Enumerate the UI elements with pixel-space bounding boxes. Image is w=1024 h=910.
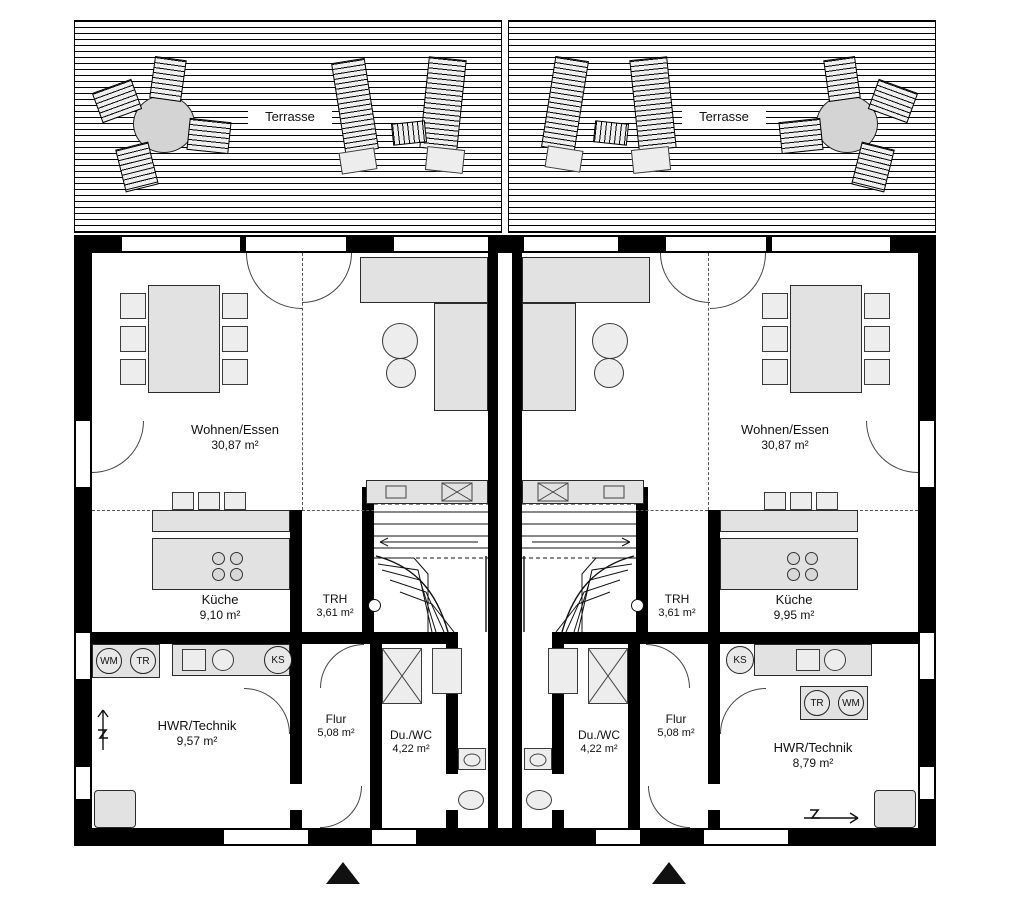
door-flur-right-1[interactable]: [646, 644, 690, 688]
terrace-right-label: Terrasse: [699, 109, 749, 124]
wall-bottom-left-a: [74, 828, 224, 846]
hob-left-4: [230, 568, 243, 581]
door-side-left[interactable]: [92, 421, 144, 473]
wall-left-c: [74, 679, 92, 767]
terrace-sidetable-left: [391, 120, 427, 145]
wall-right-window-3: [918, 767, 936, 799]
terrace-left-label: Terrasse: [265, 109, 315, 124]
wall-right-window-1: [918, 421, 936, 487]
wall-r-stair-bottom: [552, 632, 636, 644]
room-label-hwr-right: [728, 740, 898, 771]
terrace-chair-right-3: [778, 118, 823, 154]
dining-chair-right-5: [864, 326, 890, 352]
kitchen-upper-right-b: [790, 492, 812, 510]
appliance-ks-right[interactable]: KS: [726, 646, 754, 674]
wall-top-left-opening: [246, 235, 346, 253]
wc-cabinet-left: [432, 648, 462, 694]
shower-right: [588, 648, 628, 704]
dining-chair-left-3: [120, 359, 146, 385]
room-area: 30,87 m²: [211, 438, 259, 453]
wall-bottom-right-b: [640, 828, 704, 846]
washbasin-left: [458, 748, 486, 770]
hob-right-3: [787, 568, 800, 581]
room-label-hwr-left: [112, 718, 282, 749]
room-area: 9,10 m²: [199, 608, 241, 623]
room-area: 9,95 m²: [773, 608, 815, 623]
room-label-wohnen-essen-left: [146, 422, 324, 453]
dining-chair-right-2: [762, 326, 788, 352]
dining-chair-right-6: [864, 359, 890, 385]
room-name: Flur: [325, 712, 347, 726]
terrace-sidetable-right: [593, 120, 629, 145]
room-label-trh-left: [300, 592, 370, 621]
room-area: 4,22 m²: [392, 743, 430, 755]
wall-left-window-1: [74, 421, 92, 487]
room-label-trh-right: [642, 592, 712, 621]
room-label-flur-right: [642, 712, 710, 741]
wall-right-a: [918, 235, 936, 421]
room-area: 30,87 m²: [761, 438, 809, 453]
room-name: Küche: [775, 592, 813, 607]
door-terrace-right-2[interactable]: [660, 253, 710, 303]
wall-r-hwr-left-b: [708, 810, 720, 828]
hob-left-3: [212, 568, 225, 581]
dining-table-left: [148, 285, 220, 393]
dining-chair-right-1: [762, 293, 788, 319]
coffee-table-left-2: [386, 358, 416, 388]
kitchen-upper-right-c: [816, 492, 838, 510]
coffee-table-right-2: [594, 358, 624, 388]
room-name: HWR/Technik: [157, 718, 237, 733]
dining-chair-right-4: [864, 293, 890, 319]
toilet-right: [526, 790, 552, 810]
sink-left: [212, 649, 234, 671]
appliance-wm-left[interactable]: WM: [96, 648, 122, 674]
wall-r-wc-left-b: [552, 810, 564, 828]
sideboard-left: [366, 480, 488, 504]
room-area: 5,08 m²: [657, 727, 695, 739]
room-name: Du./WC: [578, 728, 620, 742]
terrace-chair-left-2: [149, 56, 187, 102]
staircase-right: [522, 500, 636, 632]
wall-left-window-2: [74, 633, 92, 679]
coffee-table-left-1: [382, 323, 418, 359]
sink-right: [824, 649, 846, 671]
room-label-wohnen-essen-right: [696, 422, 874, 453]
wall-bottom-left-entry: [372, 828, 416, 846]
shower-left: [382, 648, 422, 704]
hob-right-1: [787, 552, 800, 565]
oven-right: [796, 649, 820, 671]
wall-right-d: [918, 799, 936, 846]
wall-l-wc-right-b: [446, 810, 458, 828]
room-area: 3,61 m²: [658, 607, 696, 619]
kitchen-upper-left: [152, 510, 290, 532]
dining-chair-left-2: [120, 326, 146, 352]
appliance-tr-right[interactable]: TR: [804, 690, 830, 716]
wall-l-horiz-2: [290, 632, 374, 644]
door-terrace-left-2[interactable]: [302, 253, 352, 303]
wc-cabinet-right: [548, 648, 578, 694]
wall-left-a: [74, 235, 92, 421]
door-entry-left[interactable]: [320, 786, 362, 828]
dining-chair-left-1: [120, 293, 146, 319]
wall-top-right-a: [772, 235, 890, 253]
room-name: Wohnen/Essen: [191, 422, 279, 437]
room-name: Küche: [201, 592, 239, 607]
washbasin-right: [524, 748, 552, 770]
dining-table-right: [790, 285, 862, 393]
wall-r-horiz-1: [720, 632, 918, 644]
room-area: 4,22 m²: [580, 743, 618, 755]
hwr-arrow-left: [92, 704, 114, 752]
wall-r-horiz-2: [636, 632, 720, 644]
sofa-left-back: [360, 257, 488, 303]
wall-left-d: [74, 799, 92, 846]
wall-right-b: [918, 487, 936, 633]
wall-right-c: [918, 679, 936, 767]
room-label-kueche-left: [160, 592, 280, 623]
hwr-tank-right: [874, 790, 916, 828]
room-label-flur-left: [302, 712, 370, 741]
room-area: 8,79 m²: [792, 756, 834, 771]
dining-chair-left-4: [222, 293, 248, 319]
hwr-tank-left: [94, 790, 136, 828]
door-entry-right[interactable]: [648, 786, 690, 828]
room-area: 5,08 m²: [317, 727, 355, 739]
wall-l-hwr-right: [290, 644, 302, 784]
toilet-left: [458, 790, 484, 810]
hob-right-4: [805, 568, 818, 581]
room-name: Du./WC: [390, 728, 432, 742]
kitchen-upper-left-a: [172, 492, 194, 510]
hwr-arrow-right: [800, 806, 864, 830]
room-label-kueche-right: [734, 592, 854, 623]
terrace-lounger-right-2-foot: [631, 146, 671, 174]
terrace-lounger-left-2-foot: [425, 146, 465, 174]
entry-marker-right: [652, 862, 686, 884]
room-name: TRH: [322, 592, 348, 606]
sofa-right-back: [522, 257, 650, 303]
kitchen-upper-left-b: [198, 492, 220, 510]
wall-top-left-a: [122, 235, 240, 253]
wall-bottom-left-b: [308, 828, 372, 846]
party-wall-cavity: [498, 253, 512, 828]
room-label-duwc-right: [560, 728, 638, 757]
room-label-duwc-left: [372, 728, 450, 757]
kitchen-upper-right-a: [764, 492, 786, 510]
wall-top-left-c: [394, 235, 488, 253]
room-name: HWR/Technik: [773, 740, 853, 755]
door-terrace-left-1[interactable]: [246, 253, 302, 309]
room-name: Flur: [665, 712, 687, 726]
staircase-left: [374, 500, 488, 632]
hob-right-2: [805, 552, 818, 565]
dining-chair-left-5: [222, 326, 248, 352]
entry-marker-left: [326, 862, 360, 884]
dining-chair-right-3: [762, 359, 788, 385]
door-flur-left-1[interactable]: [320, 644, 364, 688]
wall-bottom-left-win: [224, 828, 308, 846]
hob-left-2: [230, 552, 243, 565]
wall-right-window-2: [918, 633, 936, 679]
terrace-chair-left-3: [186, 118, 231, 154]
kitchen-upper-right: [720, 510, 858, 532]
oven-left: [182, 649, 206, 671]
sofa-right-arm: [522, 303, 576, 411]
appliance-wm-right[interactable]: WM: [838, 690, 864, 716]
wall-l-horiz-1: [92, 632, 290, 644]
door-terrace-right-1[interactable]: [710, 253, 766, 309]
kitchen-island-right: [720, 538, 858, 590]
door-hwr-right[interactable]: [720, 688, 766, 734]
dining-chair-left-6: [222, 359, 248, 385]
wall-l-hwr-right-b: [290, 810, 302, 828]
room-area: 3,61 m²: [316, 607, 354, 619]
wall-left-b: [74, 487, 92, 633]
wall-top-left-b: [346, 235, 394, 253]
wall-l-stair-bottom: [374, 632, 458, 644]
appliance-tr-left[interactable]: TR: [130, 648, 156, 674]
appliance-ks-left[interactable]: KS: [264, 646, 292, 674]
wall-left-window-3: [74, 767, 92, 799]
room-name: TRH: [664, 592, 690, 606]
room-area: 9,57 m²: [176, 734, 218, 749]
wall-bottom-right-a: [788, 828, 936, 846]
terrace-chair-right-2: [823, 56, 861, 102]
wall-top-right-c: [524, 235, 618, 253]
wall-top-right-opening: [666, 235, 766, 253]
wall-bottom-right-entry: [596, 828, 640, 846]
room-name: Wohnen/Essen: [741, 422, 829, 437]
wall-top-right-b: [618, 235, 666, 253]
hob-left-1: [212, 552, 225, 565]
sofa-left-arm: [434, 303, 488, 411]
wall-bottom-right-win: [704, 828, 788, 846]
coffee-table-right-1: [592, 323, 628, 359]
kitchen-upper-left-c: [224, 492, 246, 510]
sideboard-right: [522, 480, 644, 504]
